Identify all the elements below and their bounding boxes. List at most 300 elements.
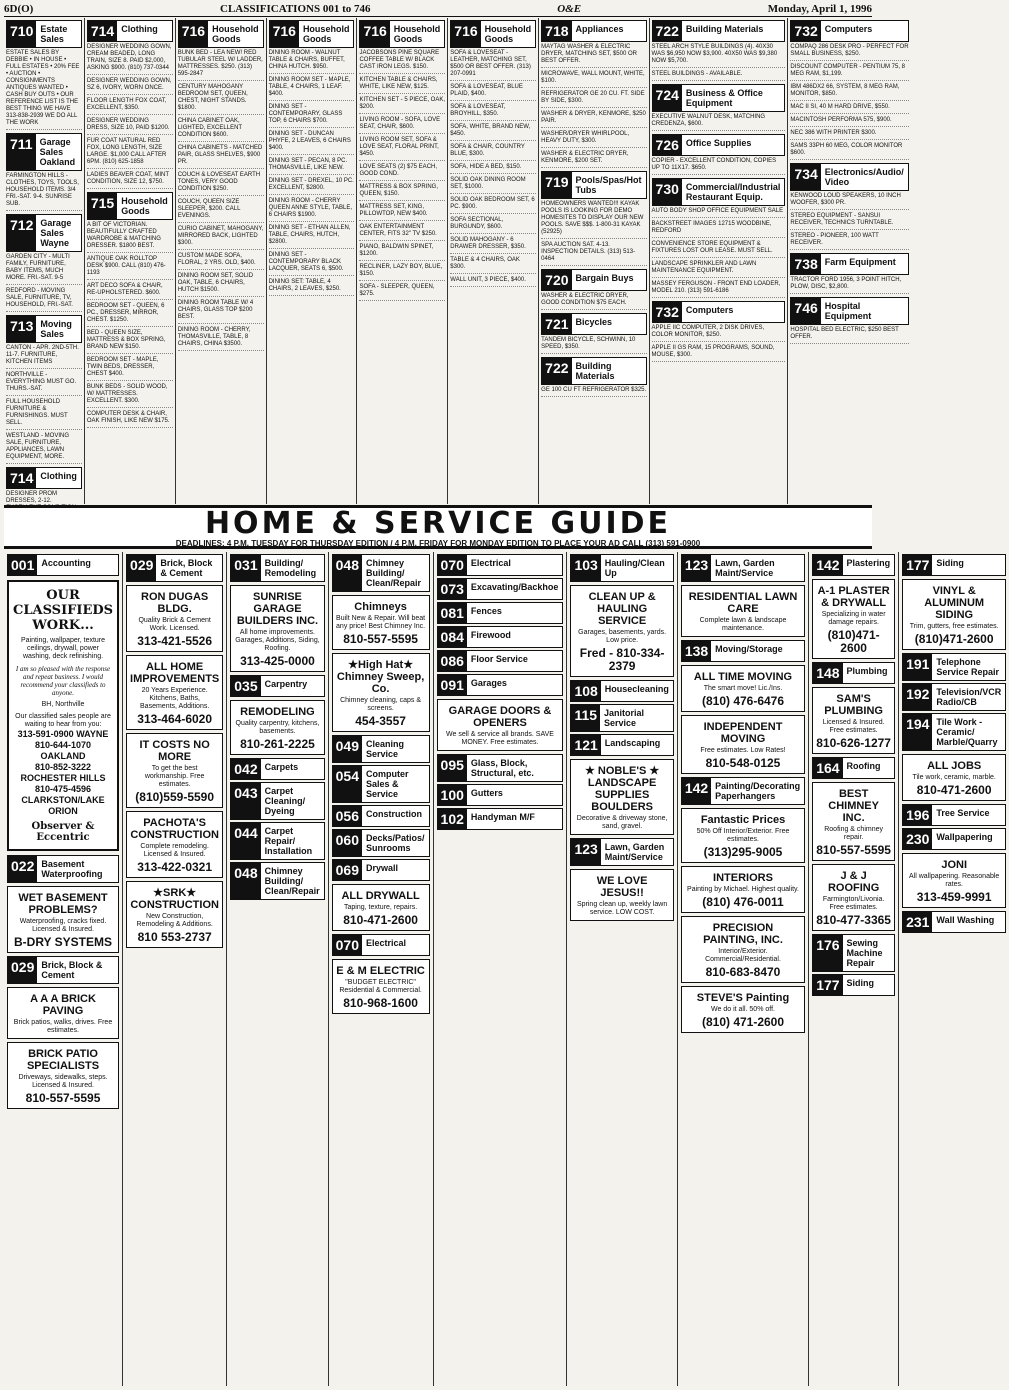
category-header [269,20,355,48]
category-header [902,683,1006,711]
classified-ad: DINING SET - DREXEL, 10 PC. EXCELLENT, $2800. [269,178,355,195]
category-header [570,838,673,866]
classified-ad: COPIER - EXCELLENT CONDITION, COPIES UP TO 11X17. $650. [652,158,786,175]
classified-ad: MAC II SI, 40 M HARD DRIVE, $550. [790,104,908,114]
service-ad-name: RESIDENTIAL LAWN CARE [688,591,798,615]
category-title: Janitorial Service [604,708,645,728]
promo-quote: I am so pleased with the response and repeat business. I would recommend your classifieds to anyone. [15,665,111,697]
category-number: 031 [231,555,260,581]
classified-ad: CANTON - APR. 2ND-5TH. 11-7. FURNITURE, KITCHEN ITEMS [6,345,82,369]
category-header [812,934,895,972]
classified-ad: TRACTOR FORD 1956, 3 POINT HITCH, PLOW, DISC, $2,800. [790,277,908,294]
service-ad [681,808,805,863]
category-title: Construction [366,809,422,819]
service-ad [230,585,324,672]
service-ad-text: To get the best workmanship. Free estimates. [144,765,205,788]
service-ad-name: ALL DRYWALL [341,890,420,902]
service-column [434,552,568,1386]
service-ad [230,700,324,755]
service-ad-phone: 810-626-1277 [816,736,891,750]
category-number: 722 [542,358,571,384]
category-header [902,653,1006,681]
classified-ad: CUSTOM MADE SOFA, FLORAL, 2 YRS. OLD, $400. [178,253,264,270]
service-column [899,552,1009,1386]
classified-ad: STEREO EQUIPMENT - SANSUI RECEIVER, TECHNICS TURNTABLE. [790,213,908,230]
classified-ad: LADIES BEAVER COAT, MINT CONDITION, SIZE 12, $750. [87,172,173,189]
category-header [230,554,324,582]
service-ad [812,782,895,861]
category-number: 738 [791,254,820,274]
category-number: 049 [333,736,362,762]
category-title: Basement Waterproofing [41,859,103,879]
classified-ad: MACINTOSH PERFORMA 575, $900. [790,117,908,127]
service-ad-text: Specializing in water damage repairs. [821,611,886,626]
service-ad-text: Complete remodeling. Licensed & Insured. [140,843,209,858]
service-ad-name: WET BASEMENT PROBLEMS? [18,892,108,916]
service-ad-name: VINYL & ALUMINUM SIDING [924,585,985,621]
service-ad-phone: (810) 476-0011 [702,895,784,909]
category-title: Carpet Repair/ Installation [264,826,313,856]
classified-ad: SOLID MAHOGANY - 6 DRAWER DRESSER, $350. [450,237,536,254]
service-ad-phone: 810-477-3365 [816,913,891,927]
category-title: Excavating/Backhoe [470,582,559,592]
service-ad [332,884,430,931]
classified-ad: DESIGNER WEDDING GOWN, SZ 6, IVORY, WORN ONCE. [87,78,173,95]
category-header [812,757,895,779]
category-title: Business & Office Equipment [685,88,763,108]
service-ad-text: Quality Brick & Cement Work. Licensed. [138,617,211,632]
service-ad-phone: Fred - 810-334-2379 [579,646,665,673]
classified-ad: A BIT OF VICTORIAN. BEAUTIFULLY CRAFTED WARDROBE & MATCHING DRESSER. $1800 BEST. [87,222,173,253]
category-title: Floor Service [470,654,528,664]
service-ad [681,986,805,1033]
classified-ad: KITCHEN SET - 5 PIECE, OAK, $200. [359,97,445,114]
category-title: Wallpapering [936,832,993,842]
classified-ad: HOSPITAL BED ELECTRIC, $250 BEST OFFER. [790,327,908,344]
classified-ad: DINING SET: TABLE, 4 CHAIRS, 2 LEAVES, $250. [269,279,355,296]
classified-column [85,18,176,504]
category-header [6,214,82,252]
category-title: Brick, Block & Cement [41,960,103,980]
classified-ad: APPLE II GS RAM, 15 PROGRAMS, SOUND, MOUSE, $300. [652,345,786,362]
category-number: 714 [7,468,36,488]
service-ad-text: Driveways, sidewalks, steps. Licensed & Insured. [18,1074,108,1089]
classified-ad: BEDROOM SET - QUEEN, 6 PC., DRESSER, MIRROR, CHEST. $1250. [87,303,173,327]
classified-column [4,18,85,504]
service-ad [570,759,673,835]
category-number: 716 [270,21,299,47]
service-ad-text: Trim, gutters, free estimates. [909,623,999,630]
classifieds-grid [4,18,909,504]
classified-ad: STEEL BUILDINGS - AVAILABLE. [652,71,786,81]
category-title: Clothing [121,24,158,34]
category-number: 734 [791,164,820,190]
service-ad [681,916,805,983]
paper-logo: Observer & Eccentric [31,821,95,843]
category-header [178,20,264,48]
category-number: 177 [813,975,842,995]
category-title: Building Materials [685,24,764,34]
category-number: 164 [813,758,842,778]
category-title: Computers [685,305,734,315]
service-ad-text: Roofing & chimney repair. [824,826,883,841]
category-number: 054 [333,766,362,802]
category-header [902,828,1006,850]
category-header [332,934,430,956]
classified-ad: IBM 486DX2 66, SYSTEM, 8 MEG RAM, MONITOR, $850. [790,84,908,101]
classified-ad: GE 100 CU FT REFRIGERATOR $325. [541,387,646,397]
classified-ad: STEEL ARCH STYLE BUILDINGS (4). 40X30 WAS $6,950 NOW $3,900. 40X50 WAS $9,380 NOW $5,700. [652,44,786,68]
service-guide-grid [4,552,1002,1386]
category-number: 123 [571,839,600,865]
category-title: Household Goods [121,196,168,216]
category-header [7,855,119,883]
category-number: 070 [333,935,362,955]
classified-ad: DINING SET - DUNCAN PHYFE, 2 LEAVES, 6 CHAIRS $400. [269,131,355,155]
category-title: Garage Sales Wayne [40,218,72,248]
promo-title: OUR CLASSIFIEDS WORK... [13,588,114,633]
classified-ad: DESIGNER PROM DRESSES, 2-12. [6,491,82,522]
classified-ad: DESIGNER WEDDING DRESS, SIZE 10, PAID $1200. [87,118,173,135]
category-header [812,662,895,684]
category-header [6,133,82,171]
classified-ad: CENTURY MAHOGANY BEDROOM SET, QUEEN, CHEST, NIGHT STANDS. $1800. [178,84,264,115]
service-ad [332,653,430,732]
classified-ad: ART DECO SOFA & CHAIR, RE-UPHOLSTERED. $600. [87,283,173,300]
classified-ad: KITCHEN TABLE & CHAIRS, WHITE, LIKE NEW, $125. [359,77,445,94]
category-number: 196 [903,805,932,825]
category-header [450,20,536,48]
category-number: 711 [7,134,36,170]
classified-column [788,18,910,504]
category-title: Garage Sales Oakland [39,137,76,167]
category-header [681,777,805,805]
promo-body: Painting, wallpaper, texture ceilings, drywall, power washing, deck refinishing. [20,637,106,660]
category-title: Sewing Machine Repair [846,938,883,968]
classified-ad: DESIGNER WEDDING GOWN, CREAM BEADED, LONG TRAIN, SIZE 8. PAID $2,000, ASKING $900. (810) 737-0344 [87,44,173,75]
classified-ad: LOVE SEATS (2) $75 EACH, GOOD COND. [359,164,445,181]
category-title: Computers [824,24,873,34]
category-title: Wall Washing [936,915,995,925]
category-header [332,829,430,857]
category-title: Household Goods [212,24,259,44]
category-number: 720 [542,270,571,290]
classified-ad: DINING SET - CONTEMPORARY BLACK LACQUER, SEATS 6, $500. [269,252,355,276]
service-ad-text: New Construction, Remodeling & Additions. [136,913,213,928]
category-header [332,554,430,592]
service-ad-name: RON DUGAS BLDG. [141,591,209,615]
category-number: 115 [571,705,600,731]
category-header [6,20,82,48]
classified-ad: APPLE IIC COMPUTER, 2 DISK DRIVES, COLOR MONITOR, $250. [652,325,786,342]
service-ad [812,864,895,931]
classified-ad: MATTRESS & BOX SPRING, QUEEN, $150. [359,184,445,201]
category-number: 048 [231,863,260,899]
service-ad-phone: 454-3557 [355,714,406,728]
category-title: Household Goods [302,24,350,44]
service-column [227,552,328,1386]
category-title: Carpentry [264,679,308,689]
classified-column [267,18,358,504]
service-ad-name: J & J ROOFING [827,870,880,894]
classified-ad: DINING SET - CONTEMPORARY, GLASS TOP, 6 CHAIRS $700. [269,104,355,128]
service-ad [570,869,673,921]
classified-ad: COUCH, QUEEN SIZE SLEEPER, $200. CALL EVENINGS. [178,199,264,223]
service-ad [126,585,223,652]
classified-ad: REDFORD - MOVING SALE, FURNITURE, TV, HOUSEHOLD, FRI.-SAT. [6,288,82,312]
category-header [230,758,324,780]
service-ad-name: CLEAN UP & HAULING SERVICE [588,591,656,627]
promo-phone: 810-475-4596 CLARKSTON/LAKE ORION [21,784,105,816]
classified-ad: WALL UNIT, 3 PIECE, $400. [450,277,536,287]
category-title: Glass, Block, Structural, etc. [470,758,534,778]
classified-column [539,18,649,504]
classified-column [176,18,267,504]
classified-ad: BUNK BED - LEA NEW! RED TUBULAR STEEL W/ LADDER, MATTRESSES. $250. (313) 595-2847 [178,50,264,81]
category-header [790,163,908,191]
service-ad [681,665,805,712]
service-ad-text: Garages, basements, yards. Low price. [578,629,667,644]
category-header [126,554,223,582]
service-ad-name: A-1 PLASTER & DRYWALL [817,585,890,609]
category-header [359,20,445,48]
category-title: Tile Work - Ceramic/ Marble/Quarry [936,717,998,747]
category-header [437,754,564,782]
classified-ad: SOFA & CHAIR, COUNTRY BLUE, $300. [450,144,536,161]
service-ad [812,579,895,659]
category-number: 719 [542,172,571,198]
service-column [567,552,677,1386]
classified-ad: COMPUTER DESK & CHAIR, OAK FINISH, LIKE NEW $175. [87,411,173,428]
service-ad-name: JONI [941,859,968,871]
service-ad-name: E & M ELECTRIC [336,965,425,977]
category-number: 069 [333,860,362,880]
service-ad-text: Decorative & driveway stone, sand, gravel. [576,815,668,830]
category-title: Computer Sales & Service [366,769,409,799]
category-title: Commercial/Industrial Restaurant Equip. [685,182,781,202]
service-ad-phone: 810-557-5595 [25,1091,101,1105]
service-ad [126,655,223,730]
service-ad [570,585,673,677]
service-ad-phone: 313-422-0321 [137,860,213,874]
category-number: 060 [333,830,362,856]
classified-ad: NEC 386 WITH PRINTER $300. [790,130,908,140]
classified-ad: MICROWAVE, WALL MOUNT, WHITE, $100. [541,71,646,88]
service-ad-phone: (810) 476-6476 [701,694,785,708]
classified-ad: WASHER & ELECTRIC DRYER, GOOD CONDITION $75 EACH. [541,293,646,310]
category-title: Decks/Patios/ Sunrooms [366,833,425,853]
service-ad-text: 20 Years Experience. Kitchens, Baths, Basements, Additions. [140,687,210,710]
service-ad-phone: (810)471-2600 [827,628,880,655]
category-title: Pools/Spas/Hot Tubs [575,175,642,195]
service-ad-name: Chimneys [354,601,407,613]
category-number: 722 [653,21,682,41]
issue-date: Monday, April 1, 1996 [767,3,872,15]
category-header [437,626,564,648]
category-number: 084 [438,627,467,647]
category-title: Drywall [366,863,399,873]
service-ad-text: Waterproofing, cracks fixed. Licensed & Insured. [19,918,107,933]
category-title: Accounting [41,558,91,568]
classified-ad: WASHER/DRYER WHIRLPOOL, HEAVY DUTY, $300. [541,131,646,148]
service-ad-name: PRECISION PAINTING, INC. [703,922,783,946]
service-ad-phone: B-DRY SYSTEMS [14,935,113,949]
service-ad [902,853,1006,908]
category-title: Hospital Equipment [824,301,872,321]
category-title: Farm Equipment [824,257,896,267]
service-ad [7,1042,119,1109]
classified-ad: SAMS 33PH 60 MEG, COLOR MONITOR $600. [790,143,908,160]
category-header [332,859,430,881]
category-header [437,784,564,806]
classified-ad: SOFA, WHITE, BRAND NEW, $450. [450,124,536,141]
classified-ad: SOFA & LOVESEAT, BROYHILL, $350. [450,104,536,121]
service-column [678,552,809,1386]
category-number: 103 [571,555,600,581]
service-ad-text: Interior/Exterior. Commercial/Residential. [705,948,781,963]
category-number: 029 [8,957,37,983]
classified-ad: RECLINER, LAZY BOY, BLUE, $150. [359,264,445,281]
service-ad-phone: (810) 471-2600 [701,1015,785,1029]
category-number: 022 [8,856,37,882]
service-ad-name: IT COSTS NO MORE [139,739,210,763]
classified-ad: MAYTAG WASHER & ELECTRIC DRYER, MATCHING SET, $500 OR BEST OFFER. [541,44,646,68]
service-ad-name: INTERIORS [713,872,773,884]
service-ad-phone: (810)471-2600 [914,632,994,646]
category-title: Bargain Buys [575,273,634,283]
category-header [437,554,564,576]
category-title: Building Materials [575,361,615,381]
category-number: 102 [438,809,467,829]
category-title: Chimney Building/ Clean/Repair [264,866,320,896]
service-column [123,552,227,1386]
banner-deadlines: DEADLINES: 4 P.M. TUESDAY FOR THURSDAY EDITION / 4 P.M. FRIDAY FOR MONDAY EDITION TO PLACE YOUR AD CALL (313) 591-0900 [175,539,701,548]
classified-ad: BUNK BEDS - SOLID WOOD, W/ MATTRESSES. EXCELLENT. $300. [87,384,173,408]
classified-ad: WASHER & ELECTRIC DRYER, KENMORE, $200 SET. [541,151,646,168]
category-number: 716 [179,21,208,47]
category-number: 230 [903,829,932,849]
category-title: Moving/Storage [715,644,783,654]
category-title: Gutters [470,788,503,798]
classified-ad: WASHER & DRYER, KENMORE, $250 PAIR. [541,111,646,128]
category-number: 048 [333,555,362,591]
category-title: Electronics/Audio/ Video [824,167,904,187]
service-ad-name: Fantastic Prices [700,814,786,826]
category-number: 194 [903,714,932,750]
category-number: 142 [813,555,842,575]
classified-ad: SPA AUCTION SAT. 4-13. INSPECTION DETAILS. (313) 513-0464 [541,242,646,266]
category-header [812,554,895,576]
category-number: 721 [542,314,571,334]
classified-ad: SOFA - SLEEPER, QUEEN, $275. [359,284,445,301]
promo-phone: 810-852-3222 ROCHESTER HILLS [20,762,106,783]
service-ad [902,754,1006,801]
service-ad-text: The smart move! Lic./Ins. [703,685,783,692]
classified-ad: BED - QUEEN SIZE, MATTRESS & BOX SPRING, BRAND NEW $150. [87,330,173,354]
classified-ad: WESTLAND - MOVING SALE, FURNITURE, APPLIANCES, LAWN EQUIPMENT, MORE. [6,433,82,464]
classified-ad: FUR COAT NATURAL RED FOX, LONG LENGTH, SIZE LARGE. $1,000 CALL AFTER 6PM. (810) 625-1858 [87,138,173,169]
category-header [790,297,908,325]
category-number: 108 [571,681,600,701]
service-ad [437,699,564,751]
service-ad-phone: 810-471-2600 [916,783,992,797]
category-title: Garages [470,678,507,688]
category-header [902,554,1006,576]
category-number: 095 [438,755,467,781]
promo-phone: 810-644-1070 OAKLAND [34,740,92,761]
category-number: 043 [231,783,260,819]
category-number: 724 [653,85,682,111]
classified-ad: FULL HOUSEHOLD FURNITURE & FURNISHINGS. MUST SELL. [6,399,82,430]
classified-ad: SOFA, HIDE A BED, $150. [450,164,536,174]
category-title: Office Supplies [685,138,752,148]
category-header [570,554,673,582]
category-header [6,315,82,343]
category-number: 148 [813,663,842,683]
classified-ad: DINING SET - ETHAN ALLEN, TABLE, CHAIRS, HUTCH, $2800. [269,225,355,249]
category-title: Estate Sales [40,24,68,44]
classifieds-promo [7,580,119,851]
category-header [541,20,646,42]
classified-ad: DINING ROOM SET, SOLID OAK, TABLE, 6 CHAIRS, HUTCH $1500. [178,273,264,297]
category-header [230,862,324,900]
category-number: 718 [542,21,571,41]
classified-ad: ESTATE SALES BY DEBBIE • IN HOUSE • FULL ESTATES • 20% FEE • AUCTION • CONSIGNMENTS ANTIQUES WANTED • CASH BUY OUTS • OUR REFERENCE LIST IS THE BEST THING WE HAVE 313-838-2939 WE DO ALL THE WORK [6,50,82,130]
category-title: Carpets [264,762,299,772]
service-ad-phone: (810)559-5590 [135,790,215,804]
classified-ad: SOLID OAK BEDROOM SET, 6 PC. $900. [450,197,536,214]
category-title: Appliances [575,24,624,34]
service-ad-text: Spring clean up, weekly lawn service. LOW COST. [576,901,668,916]
classified-ad: DINING SET - PECAN, 8 PC. THOMASVILLE, LIKE NEW. [269,158,355,175]
classified-ad: SOFA & LOVESEAT - LEATHER, MATCHING SET, $500 OR BEST OFFER. (313) 207-0991 [450,50,536,81]
category-number: 714 [88,21,117,41]
service-ad [681,866,805,913]
category-number: 044 [231,823,260,859]
category-number: 086 [438,651,467,671]
service-ad [7,987,119,1039]
category-header [437,650,564,672]
classified-ad: PIANO, BALDWIN SPINET, $1200. [359,244,445,261]
service-ad-name: ALL HOME IMPROVEMENTS [130,661,220,685]
category-number: 713 [7,316,36,342]
category-title: Household Goods [393,24,441,44]
service-ad-text: "BUDGET ELECTRIC" Residential & Commercial. [339,979,422,994]
classified-ad: EXECUTIVE WALNUT DESK, MATCHING CREDENZA, $600. [652,114,786,131]
category-title: Chimney Building/ Clean/Repair [366,558,422,588]
service-ad [7,886,119,953]
service-ad-text: 50% Off Interior/Exterior. Free estimates. [696,828,790,843]
category-number: 121 [571,735,600,755]
category-header [652,20,786,42]
category-title: Plastering [846,558,891,568]
running-header [4,2,872,17]
service-ad-name: GARAGE DOORS & OPENERS [448,705,552,729]
category-title: Lawn, Garden Maint/Service [604,842,665,862]
category-title: Cleaning Service [366,739,405,759]
category-header [87,192,173,220]
service-ad-name: ★SRK★ CONSTRUCTION [130,887,219,911]
category-number: 100 [438,785,467,805]
classified-ad: CONVENIENCE STORE EQUIPMENT & FIXTURES LOST OUR LEASE. MUST SELL. [652,241,786,258]
home-service-guide-banner [4,505,872,549]
service-ad-phone: 810-557-5595 [343,632,418,646]
category-title: Siding [846,978,875,988]
classified-ad: FARMINGTON HILLS - CLOTHES, TOYS, TOOLS, HOUSEHOLD ITEMS. 3/4 FRI.-SAT. 9-4. SUNRISE SUB. [6,173,82,211]
category-number: 710 [7,21,36,47]
category-header [812,974,895,996]
category-header [437,578,564,600]
